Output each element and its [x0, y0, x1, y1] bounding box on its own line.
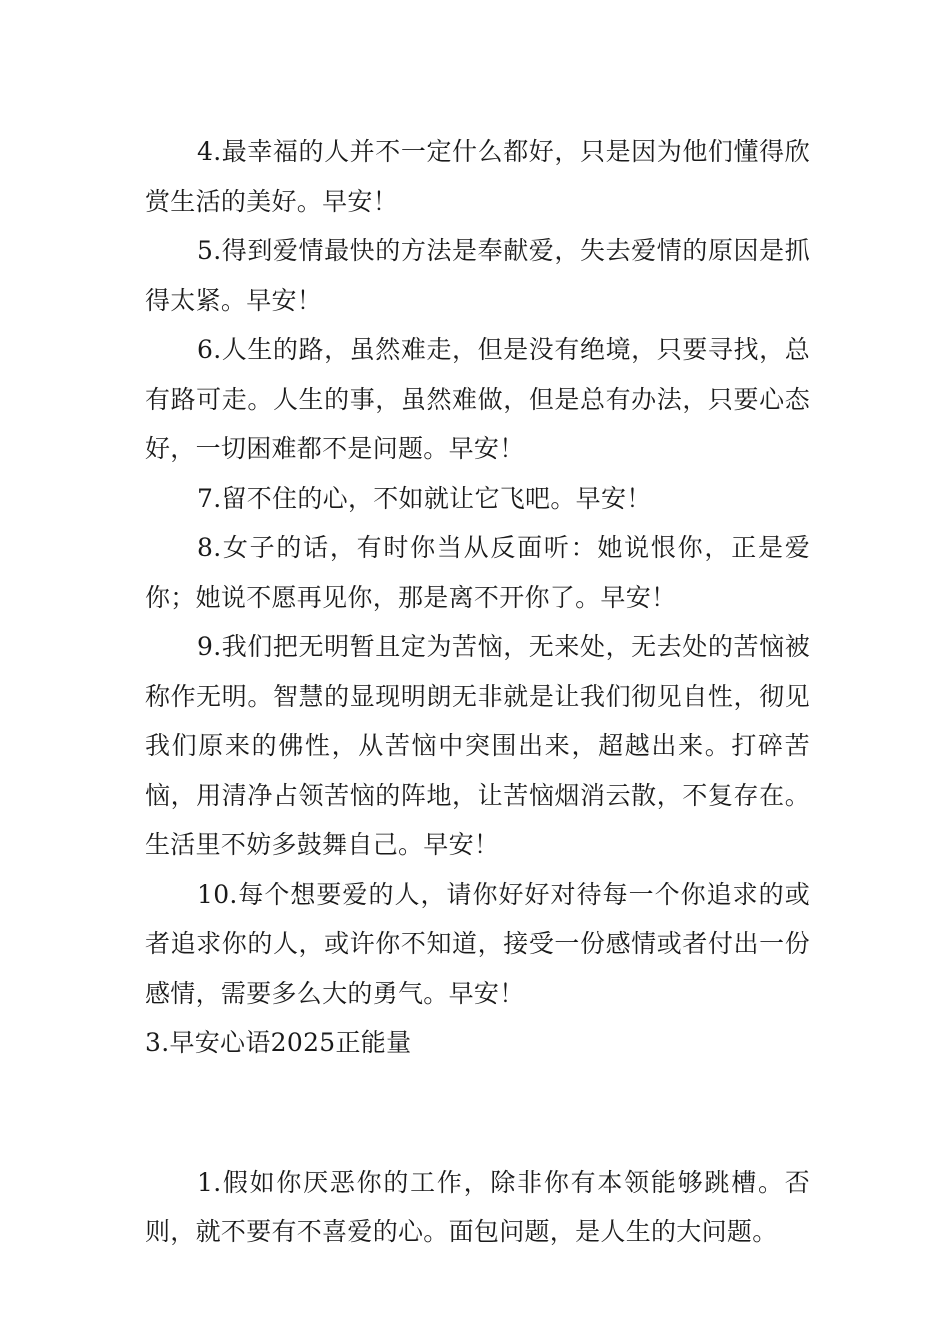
paragraph-item-10: 10.每个想要爱的人，请你好好对待每一个你追求的或者追求你的人，或许你不知道，接受一份感情或者付出一份感情，需要多么大的勇气。早安！	[145, 879, 810, 1008]
paragraph-item-8: 8.女子的话，有时你当从反面听：她说恨你，正是爱你；她说不愿再见你，那是离不开你了。早安！	[145, 533, 810, 612]
paragraph-item-4: 4.最幸福的人并不一定什么都好，只是因为他们懂得欣赏生活的美好。早安！	[145, 137, 810, 216]
section-heading: 3.早安心语2025正能量	[145, 1028, 412, 1057]
paragraph-item-7: 7.留不住的心，不如就让它飞吧。早安！	[197, 483, 652, 513]
paragraph-item-6: 6.人生的路，虽然难走，但是没有绝境，只要寻找，总有路可走。人生的事，虽然难做，但是总有办法，只要心态好，一切困难都不是问题。早安！	[145, 335, 810, 463]
section-spacer	[145, 1068, 810, 1158]
paragraph-item-1: 1.假如你厌恶你的工作，除非你有本领能够跳槽。否则，就不要有不喜爱的心。面包问题，是人生的大问题。	[145, 1167, 810, 1246]
document-body	[145, 127, 810, 1257]
paragraph-item-5: 5.得到爱情最快的方法是奉献爱，失去爱情的原因是抓得太紧。早安！	[145, 236, 810, 315]
paragraph-item-9: 9.我们把无明暂且定为苦恼，无来处，无去处的苦恼被称作无明。智慧的显现明朗无非就是让我们彻见自性，彻见我们原来的佛性，从苦恼中突围出来，超越出来。打碎苦恼，用清净占领苦恼的阵地，让苦恼烟消云散，不复存在。生活里不妨多鼓舞自己。早安！	[145, 632, 810, 859]
